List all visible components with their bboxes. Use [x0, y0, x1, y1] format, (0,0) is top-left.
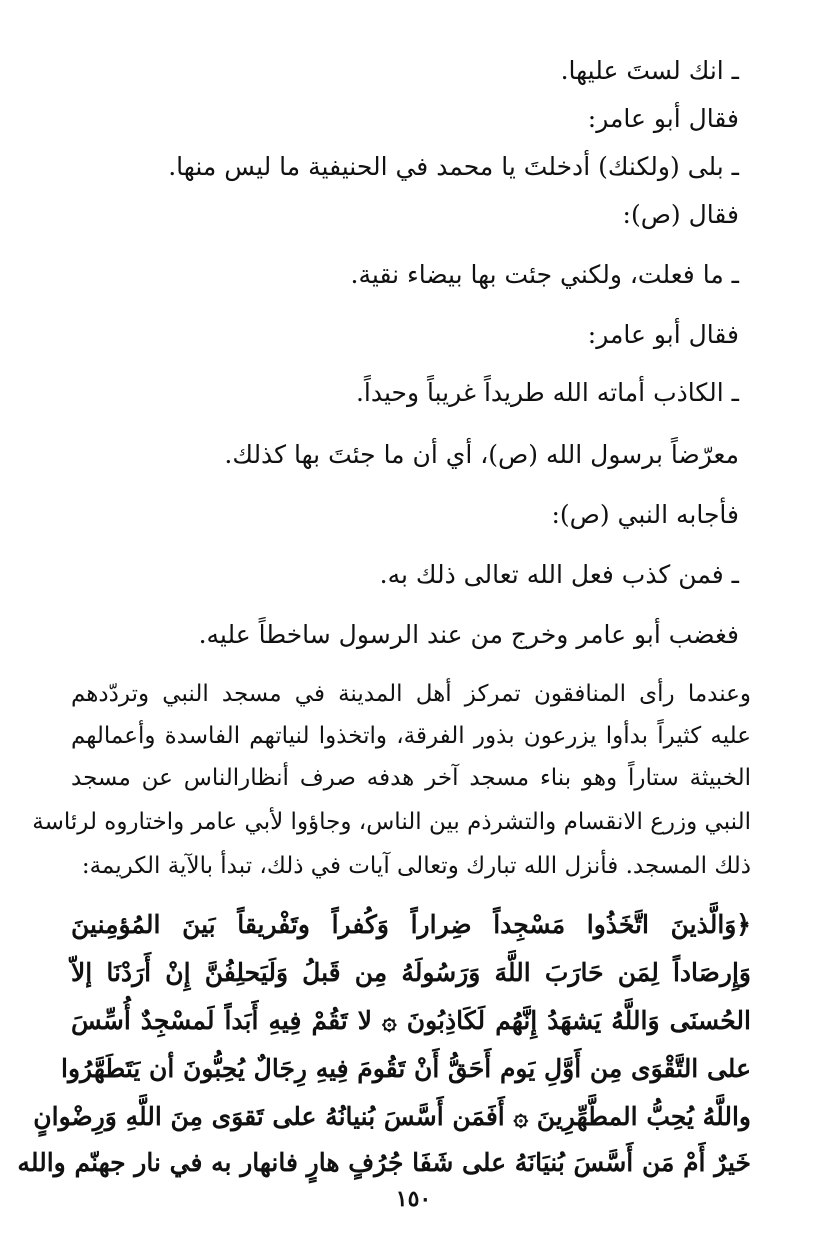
dialogue-line-5: ـ ما فعلت، ولكني جئت بها بيضاء نقية.: [350, 260, 739, 289]
verse-line-1: ﴿وَالَّذينَ اتَّخَذُوا مَسْجِداً ضِراراً وَكُفراً وتَفْريقاً بَينَ المُؤمِنينَ: [71, 910, 751, 939]
dialogue-line-11: فغضب أبو عامر وخرج من عند الرسول ساخطاً عليه.: [198, 620, 739, 649]
verse-line-3: الحُسنَى وَاللَّهُ يَشهَدُ إِنَّهُم لَكَاذِبُونَ ۞ لا تَقُمْ فِيهِ أَبَداً لَمسْجِدٌ أُسِّسَ: [71, 1006, 751, 1035]
paragraph-line-3: الخبيثة ستاراً وهو بناء مسجد آخر هدفه صرف أنظارالناس عن مسجد: [71, 765, 751, 791]
dialogue-line-4: فقال (ص):: [622, 200, 739, 229]
dialogue-line-10: ـ فمن كذب فعل الله تعالى ذلك به.: [379, 560, 739, 589]
dialogue-line-8: معرّضاً برسول الله (ص)، أي أن ما جئتَ بها كذلك.: [224, 440, 739, 469]
dialogue-line-6: فقال أبو عامر:: [587, 320, 739, 349]
dialogue-line-2: فقال أبو عامر:: [587, 104, 739, 133]
verse-line-2: وَإِرصَاداً لِمَن حَارَبَ اللَّهَ وَرَسُولَهُ مِن قَبلُ وَلَيَحلِفُنَّ إِنْ أَرَدْنَا إلاّ: [71, 958, 751, 987]
paragraph-line-5: ذلك المسجد. فأنزل الله تبارك وتعالى آيات في ذلك، تبدأ بالآية الكريمة:: [81, 853, 751, 879]
paragraph-line-4: النبي وزرع الانقسام والتشرذم بين الناس، وجاؤوا لأبي عامر واختاروه لرئاسة: [32, 809, 751, 835]
dialogue-line-1: ـ انك لستَ عليها.: [560, 56, 739, 85]
dialogue-line-7: ـ الكاذب أماته الله طريداً غريباً وحيداً.: [355, 378, 739, 407]
paragraph-line-1: وعندما رأى المنافقون تمركز أهل المدينة في مسجد النبي وتردّدهم: [71, 681, 751, 707]
dialogue-line-9: فأجابه النبي (ص):: [551, 500, 739, 529]
verse-line-6: خَيرٌ أَمْ مَن أَسَّسَ بُنيَانَهُ على شَفَا جُرُفٍ هارٍ فانهار به في نار جهنّم والله: [17, 1148, 751, 1177]
paragraph-line-2: عليه كثيراً بدأوا يزرعون بذور الفرقة، واتخذوا لنياتهم الفاسدة وأعمالهم: [71, 723, 751, 749]
verse-line-4: على التَّقْوَى مِن أَوَّلِ يَوم أَحَقُّ أَنْ تَقُومَ فِيهِ رِجَالٌ يُحِبُّونَ أن يَتَطَهَّرُوا: [61, 1054, 751, 1083]
verse-line-5: واللَّهُ يُحِبُّ المطَّهِّرِينَ ۞ أَفَمَن أَسَّسَ بُنيانُهُ على تَقوَى مِنَ اللَّهِ وَرِضْوانٍ: [33, 1102, 751, 1131]
dialogue-line-3: ـ بلى (ولكنك) أدخلتَ يا محمد في الحنيفية ما ليس منها.: [168, 152, 739, 181]
page-number: ١٥٠: [395, 1186, 432, 1212]
